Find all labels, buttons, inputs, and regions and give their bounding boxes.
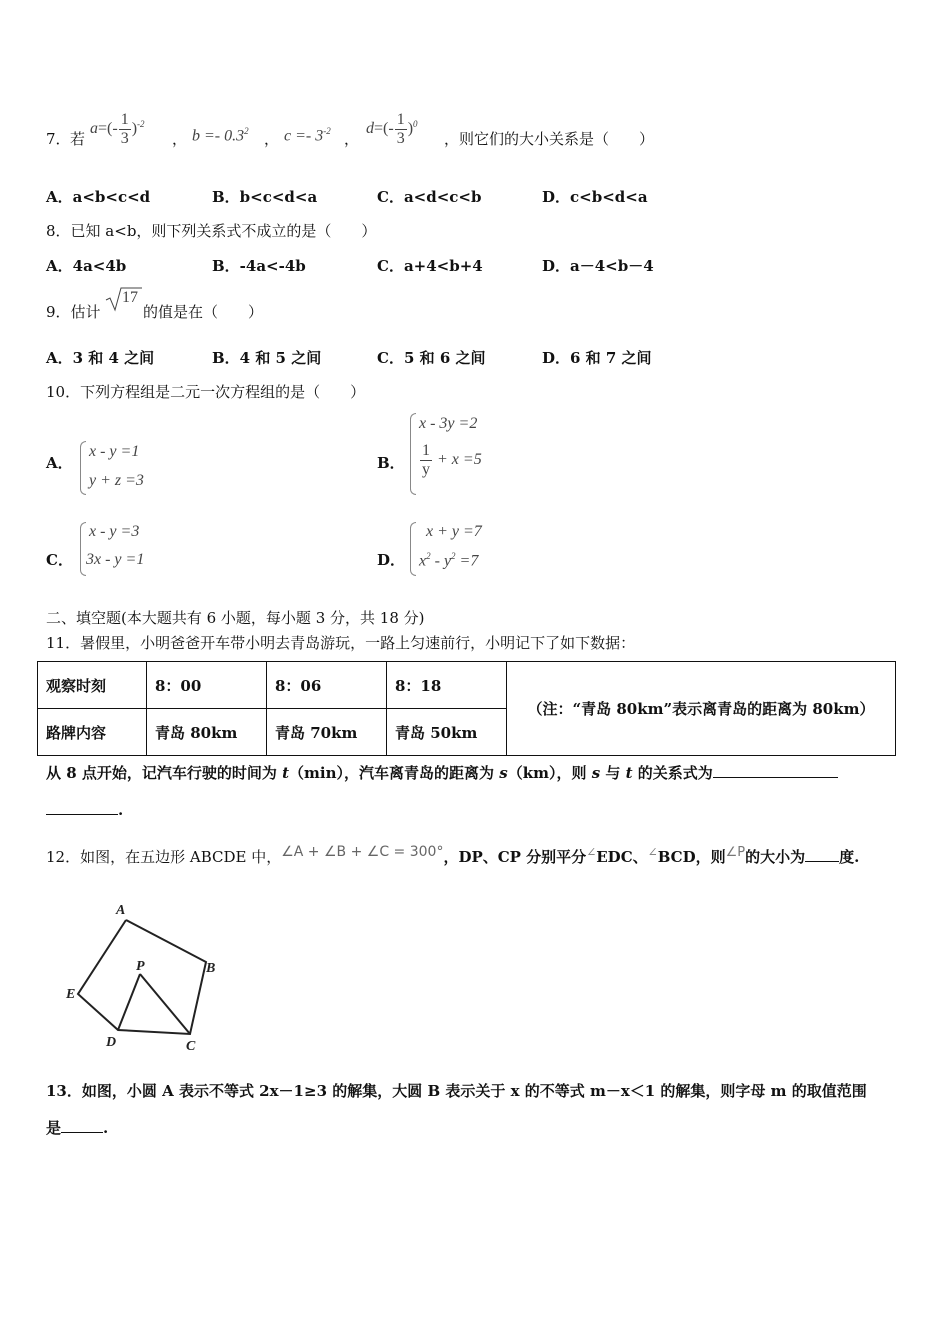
- answer-blank[interactable]: [713, 763, 838, 778]
- q10-c-line1: x - y =3: [89, 523, 140, 540]
- line-dp: [118, 974, 140, 1030]
- vertex-label-a: A: [116, 903, 126, 918]
- q7-number: 7．: [46, 130, 71, 148]
- q8-stem: 8．已知 a<b，则下列关系式不成立的是（ ）: [46, 222, 377, 240]
- vertex-label-b: B: [206, 961, 216, 976]
- table-cell: 青岛 50km: [387, 709, 507, 756]
- section-heading: 二、填空题(本大题共有 6 小题，每小题 3 分，共 18 分): [46, 609, 425, 627]
- table-cell: 路牌内容: [38, 709, 147, 756]
- q7-option-a: A．a<b<c<d: [46, 188, 151, 206]
- q7-expr-d: d=(- $\frac{1}{3}$ )$^0$: [366, 111, 418, 147]
- q9-option-c: C．5 和 6 之间: [377, 349, 486, 367]
- q11-stem: 11．暑假里，小明爸爸开车带小明去青岛游玩，一路上匀速前行，小明记下了如下数据：: [46, 634, 636, 652]
- q10-b-line1: x - 3y =2: [419, 415, 478, 432]
- answer-blank[interactable]: [46, 800, 118, 815]
- q7-option-b: B．b<c<d<a: [212, 188, 318, 206]
- q9-radicand: 17: [122, 289, 138, 306]
- q10-a-line1: x - y =1: [89, 443, 140, 460]
- q10-c-line2: 3x - y =1: [86, 551, 145, 568]
- q9-lead: 9．估计: [46, 303, 101, 321]
- angle-sum-expr: ∠A + ∠B + ∠C = 300°: [281, 844, 444, 860]
- q8-option-d: D．a－4<b－4: [542, 257, 654, 275]
- table-cell: 青岛 70km: [267, 709, 387, 756]
- q10-a-brace: [80, 441, 86, 495]
- q7-expr-c: $c =- 3^{-2}$: [284, 126, 331, 145]
- q7-sep3: ，: [344, 130, 360, 148]
- table-cell: 观察时刻: [38, 662, 147, 709]
- vertex-label-d: D: [106, 1035, 117, 1050]
- table-cell: 青岛 80km: [147, 709, 267, 756]
- q10-d-brace: [410, 522, 416, 576]
- q10-option-b-label: B．: [377, 454, 405, 472]
- q10-option-c-label: C．: [46, 551, 73, 569]
- observation-table: [37, 661, 896, 756]
- q8-option-a: A．4a<4b: [46, 257, 127, 275]
- answer-blank[interactable]: [61, 1118, 103, 1133]
- vertex-label-e: E: [66, 987, 76, 1002]
- q12-text: 12．如图，在五边形 ABCDE 中，∠A + ∠B + ∠C = 300°，DP、CP 分别平分∠EDC、∠BCD，则∠P的大小为 度.: [46, 844, 860, 866]
- q7-expr-a: a=(- $\frac{1}{3}$ )$^{-2}$: [90, 111, 145, 147]
- vertex-label-p: P: [136, 959, 145, 974]
- q7-option-d: D．c<b<d<a: [542, 188, 648, 206]
- q11-relation-text: 从 8 点开始，记汽车行驶的时间为 t（min），汽车离青岛的距离为 s（km），则 s 与 t 的关系式为: [46, 762, 838, 783]
- table-cell: 8：00: [147, 662, 267, 709]
- q7-sep2: ，: [264, 130, 280, 148]
- q7-option-c: C．a<d<c<b: [377, 188, 482, 206]
- q10-a-line2: y + z =3: [89, 472, 144, 489]
- q10-option-a-label: A．: [46, 454, 73, 472]
- vertex-label-c: C: [186, 1039, 196, 1054]
- q10-b-brace: [410, 413, 416, 495]
- q8-option-b: B．-4a<-4b: [212, 257, 306, 275]
- q9-tail: 的值是在（ ）: [143, 303, 264, 321]
- table-note: （注：“青岛 80km”表示离青岛的距离为 80km）: [507, 662, 896, 756]
- q13-line1: 13．如图，小圆 A 表示不等式 2x－1≥3 的解集，大圆 B 表示关于 x 的不等式 m－x＜1 的解集，则字母 m 的取值范围: [46, 1082, 867, 1100]
- q9-option-b: B．4 和 5 之间: [212, 349, 322, 367]
- q10-option-d-label: D．: [377, 551, 406, 569]
- q10-stem: 10．下列方程组是二元一次方程组的是（ ）: [46, 383, 366, 401]
- line-cp: [140, 974, 190, 1034]
- table-cell: 8：06: [267, 662, 387, 709]
- q10-b-line2: $\frac{1}{y}$ + x =5: [422, 442, 482, 478]
- q10-d-line1: x + y =7: [426, 523, 482, 540]
- q9-option-a: A．3 和 4 之间: [46, 349, 155, 367]
- q11-blank-cont: .: [46, 800, 123, 819]
- table-cell: 8：18: [387, 662, 507, 709]
- q10-d-line2: $x^2 - y^2 =7$: [419, 551, 479, 570]
- table-row: [38, 662, 896, 709]
- q13-line2: 是 .: [46, 1119, 109, 1137]
- q8-option-c: C．a+4<b+4: [377, 257, 483, 275]
- answer-blank[interactable]: [805, 847, 839, 862]
- q7-expr-b: $b =- 0.3^2$: [192, 126, 249, 145]
- pentagon-figure: [58, 898, 248, 1058]
- q9-option-d: D．6 和 7 之间: [542, 349, 652, 367]
- q7-sep1: ，: [172, 130, 188, 148]
- q7-tail: ，则它们的大小关系是（ ）: [444, 130, 655, 148]
- q7-lead: 若: [70, 130, 86, 148]
